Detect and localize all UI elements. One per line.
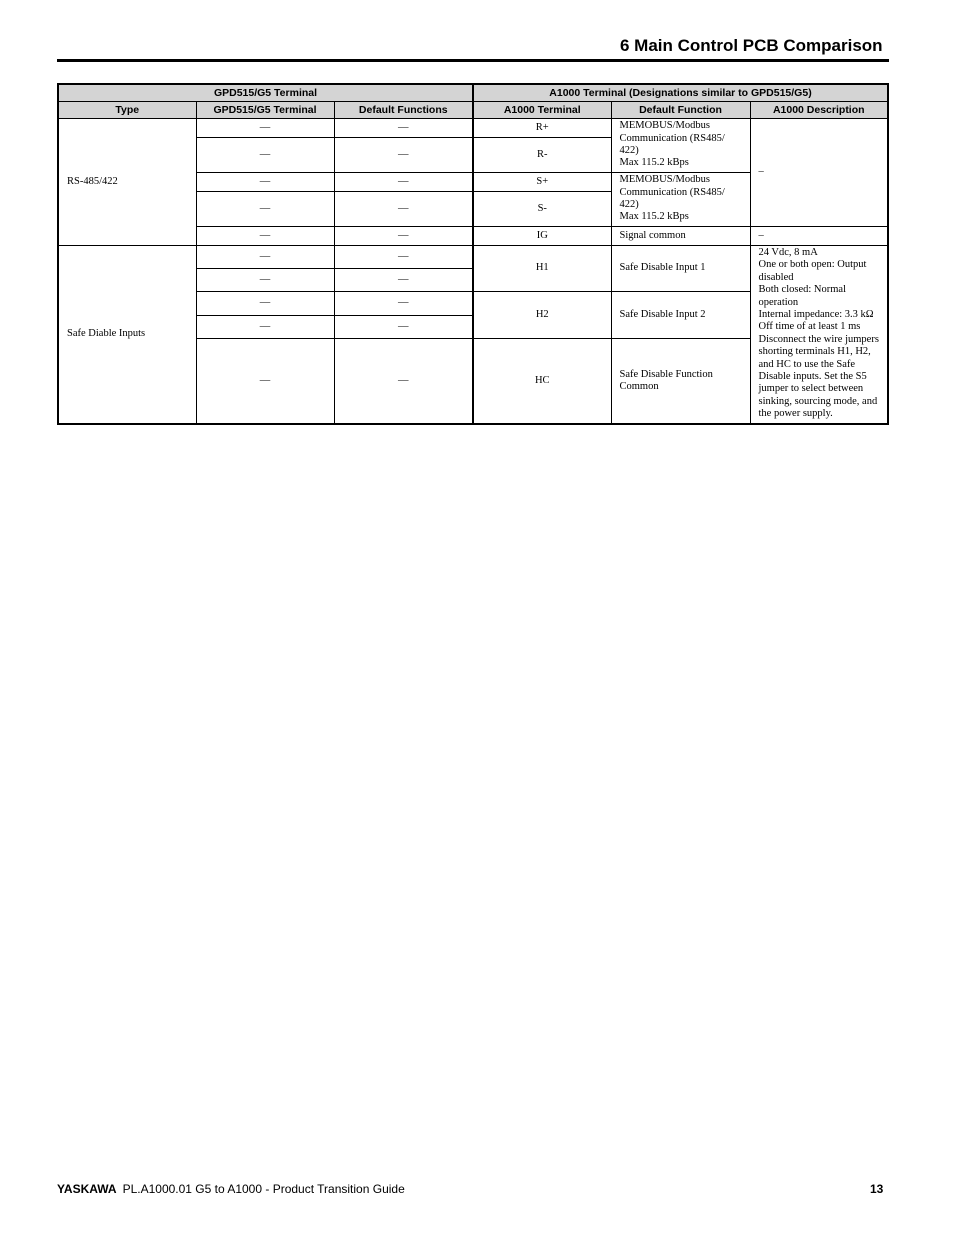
gpd-terminal-cell: — bbox=[196, 227, 334, 246]
default-functions-cell: — bbox=[334, 173, 473, 192]
default-function-cell bbox=[611, 339, 750, 424]
group-header-row bbox=[58, 84, 888, 102]
page-number: 13 bbox=[870, 1182, 884, 1196]
gpd-terminal-cell: — bbox=[196, 339, 334, 424]
col-header-default-function: Default Function bbox=[611, 102, 750, 119]
default-function-cell: Safe Disable Input 2 bbox=[611, 292, 750, 339]
a1000-description-cell-rs485: – bbox=[750, 119, 888, 227]
a1000-terminal-cell: R- bbox=[473, 138, 611, 173]
default-functions-cell: — bbox=[334, 138, 473, 173]
description-line: 24 Vdc, 8 mA bbox=[758, 247, 818, 258]
type-cell-safe-disable: Safe Diable Inputs bbox=[58, 246, 196, 424]
col-header-a1000-terminal: A1000 Terminal bbox=[473, 102, 611, 119]
col-header-a1000-description: A1000 Description bbox=[750, 102, 888, 119]
function-line: Safe Disable Function bbox=[619, 368, 713, 380]
table-row bbox=[58, 246, 888, 269]
description-line: Disconnect the wire jumpers shorting terminals H1, H2, and HC to use the Safe Disable inputs. Set the S5 jumper to select between sinking, sourcing mode, and the power supply. bbox=[758, 333, 879, 420]
a1000-terminal-cell: R+ bbox=[473, 119, 611, 138]
default-function-cell-comm-s bbox=[611, 173, 750, 227]
table-row bbox=[58, 119, 888, 138]
document-title: PL.A1000.01 G5 to A1000 - Product Transition Guide bbox=[122, 1182, 405, 1196]
function-line: MEMOBUS/Modbus bbox=[619, 174, 710, 186]
function-line: Communication (RS485/ bbox=[619, 132, 725, 144]
description-line: Internal impedance: 3.3 kΩ bbox=[758, 309, 874, 321]
col-header-default-functions: Default Functions bbox=[334, 102, 473, 119]
gpd-terminal-cell: — bbox=[196, 138, 334, 173]
a1000-terminal-cell: IG bbox=[473, 227, 611, 246]
default-functions-cell: — bbox=[334, 292, 473, 316]
function-line: Common bbox=[619, 380, 659, 392]
a1000-terminal-cell: S- bbox=[473, 192, 611, 227]
col-header-type: Type bbox=[58, 102, 196, 119]
function-line: Max 115.2 kBps bbox=[619, 157, 689, 169]
description-line: Off time of at least 1 ms bbox=[758, 321, 861, 333]
brand-name: YASKAWA bbox=[57, 1182, 117, 1196]
gpd-terminal-cell: — bbox=[196, 246, 334, 269]
a1000-description-cell-safe-disable bbox=[750, 246, 888, 424]
col-header-gpd-terminal: GPD515/G5 Terminal bbox=[196, 102, 334, 119]
function-line: MEMOBUS/Modbus bbox=[619, 120, 710, 132]
a1000-terminal-cell: HC bbox=[473, 339, 611, 424]
a1000-terminal-cell: S+ bbox=[473, 173, 611, 192]
footer bbox=[57, 1182, 405, 1196]
gpd-terminal-cell: — bbox=[196, 173, 334, 192]
function-line: Communication (RS485/ bbox=[619, 186, 725, 198]
header-rule bbox=[57, 59, 889, 62]
default-functions-cell: — bbox=[334, 269, 473, 292]
page-title: 6 Main Control PCB Comparison bbox=[620, 36, 883, 55]
function-line: 422) bbox=[619, 199, 639, 210]
default-function-cell-comm-r bbox=[611, 119, 750, 173]
column-header-row bbox=[58, 102, 888, 119]
gpd-terminal-cell: — bbox=[196, 119, 334, 138]
default-function-cell: Safe Disable Input 1 bbox=[611, 246, 750, 292]
group-header-gpd515: GPD515/G5 Terminal bbox=[58, 84, 473, 102]
gpd-terminal-cell: — bbox=[196, 292, 334, 316]
terminal-comparison-table bbox=[57, 83, 889, 425]
default-functions-cell: — bbox=[334, 246, 473, 269]
group-header-a1000: A1000 Terminal (Designations similar to GPD515/G5) bbox=[473, 84, 888, 102]
default-functions-cell: — bbox=[334, 227, 473, 246]
gpd-terminal-cell: — bbox=[196, 192, 334, 227]
a1000-terminal-cell: H2 bbox=[473, 292, 611, 339]
type-cell-rs485: RS-485/422 bbox=[58, 119, 196, 246]
gpd-terminal-cell: — bbox=[196, 316, 334, 339]
description-line: Both closed: Normal operation bbox=[758, 284, 846, 308]
default-functions-cell: — bbox=[334, 339, 473, 424]
default-functions-cell: — bbox=[334, 119, 473, 138]
gpd-terminal-cell: — bbox=[196, 269, 334, 292]
a1000-description-cell: – bbox=[750, 227, 888, 246]
function-line: Max 115.2 kBps bbox=[619, 211, 689, 223]
default-functions-cell: — bbox=[334, 192, 473, 227]
a1000-terminal-cell: H1 bbox=[473, 246, 611, 292]
function-line: 422) bbox=[619, 145, 639, 156]
default-function-cell: Signal common bbox=[611, 227, 750, 246]
description-line: One or both open: Output disabled bbox=[758, 259, 867, 283]
default-functions-cell: — bbox=[334, 316, 473, 339]
